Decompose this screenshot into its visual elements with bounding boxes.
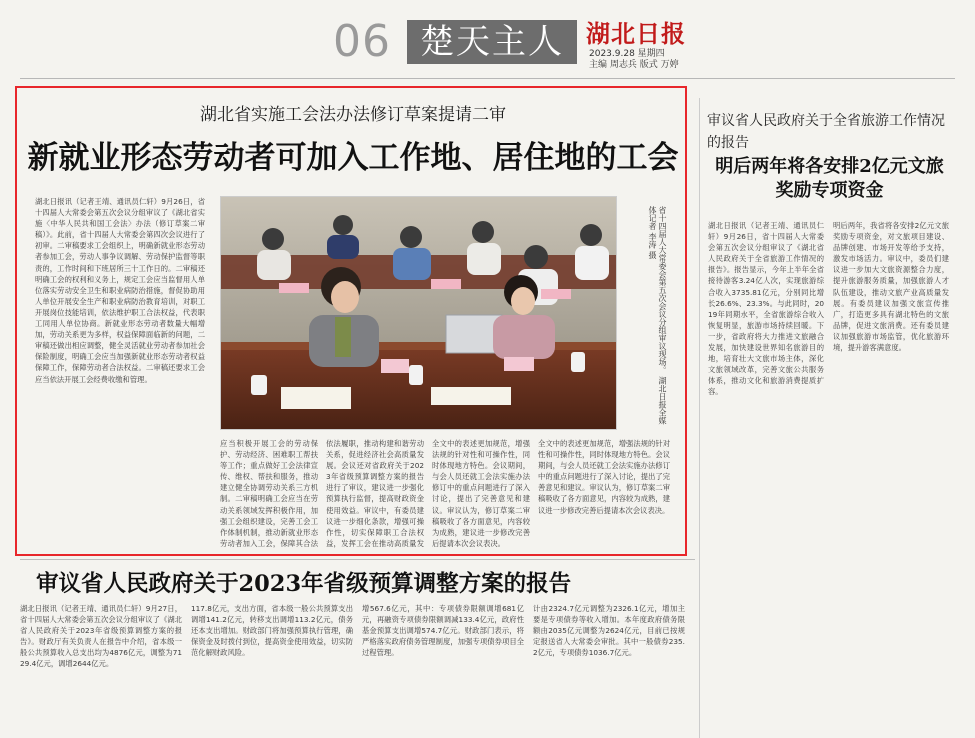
masthead [0,0,975,84]
meeting-photo [220,196,617,430]
lead-kicker: 湖北省实施工会法办法修订草案提请二审 [200,105,506,125]
masthead-rule [20,78,955,79]
issue-date: 2023.9.28 星期四 [589,49,665,59]
side-body-col1: 湖北日报讯（记者王靖、通讯员仁轩）9月26日，省十四届人大常委会第五次会议分组审议了《湖北省人民政府关于全省旅游工作情况的报告》。报告显示，今年上半年全省接待游客3.24亿人次，实现旅游综合收入3735.81亿元，分别同比增长26.6%、23.3%。与此同时，2019年同期水平，全省旅游综合收入恢复明显，旅游市场持续回暖。下一步，省政府将大力推进文旅融合发展，加快建设世界知名旅游目的地，培育壮大文旅市场主体，深化文旅领域改革，完善文旅公共服务体系，推动文化和旅游消费提质扩容。 [708,221,824,397]
lead-body-col5: 全文中的表述更加规范，增强法规的针对性和可操作性，同时体现地方特色。会议期间，与会人员还就工会法实施办法修订中的重点问题进行了深入讨论，提出了完善意见和建议。审议认为，修订草案二审稿吸收了各方面意见，内容较为成熟，建议进一步修改完善后提请本次会议表决。 [538,439,670,515]
photo-caption-block [627,206,667,426]
budget-body-col3: 增567.6亿元，其中：专项债券限额调增681亿元，再融资专项债券限额调减133.4亿元，政府性基金预算支出调增574.7亿元。财政部门表示，将严格落实政府债务管理制度，加强专项债券项目全过程管理。 [362,604,524,658]
side-kicker: 审议省人民政府关于全省旅游工作情况的报告 [707,113,945,151]
lead-headline: 新就业形态劳动者可加入工作地、居住地的工会 [27,140,679,176]
lead-body-col1: 湖北日报讯（记者王靖、通讯员仁轩）9月26日，省十四届人大常委会第五次会议分组审议了《湖北省实施〈中华人民共和国工会法〉办法（修订草案二审稿）》。此前，省十四届人大常委会第四次会议进行了初审。二审稿要求工会组织上，明确新就业形态劳动者参加工会，劳动人事争议调解、劳动保护监督等职责的，工作时间和下班居所三十工作日的。二审稿还明确工会的权利和义务上，规定工会应当监督用人单位落实劳动安全卫生和职业病防治措施，督促协助用人单位开展安全生产和职业病防治教育培训，对职工开展岗位技能培训，依法维护职工合法权益，代表职工同用人单位协商。新就业形态劳动者数量大幅增加，劳动关系更为多样，权益保障面临新的问题，二审稿还做出相应调整，健全灵活就业劳动者参加社会保险制度，明确工会应当加强新就业形态劳动者权益保障工作，保障劳动者合法权益。二审稿还要求工会应当依法开展工会经费收缴和管理。 [35,197,205,384]
budget-headline: 审议省人民政府关于2023年省级预算调整方案的报告 [36,571,572,597]
budget-body-col1: 湖北日报讯（记者王靖、通讯员仁轩）9月27日，省十四届人大常委会第五次会议分组审议了《湖北省人民政府关于2023年省级预算调整方案的报告》。财政厅有关负责人在报告中介绍，省本级一般公共预算收入总支出均为4876亿元，调整为7129.4亿元，调增2644亿元。 [20,604,182,669]
budget-body-col4: 计由2324.7亿元调整为2326.1亿元，增加主要是专项债券等收入增加。本年度政府债务限额由2035亿元调整为2624亿元，目前已按规定报送省人大常委会审批。其中一般债券235.2亿元，专项债券1036.7亿元。 [533,604,685,658]
section-title: 楚天主人 [407,20,577,64]
page-number: 06 [333,16,391,67]
lead-article[interactable] [15,86,687,556]
editors-line: 主编 周志兵 版式 万婷 [589,60,679,70]
side-headline: 明后两年将各安排2亿元文旅奖励专项资金 [715,156,944,201]
paper-logo: 湖北日报 [586,19,686,48]
side-body-col2: 明后两年，我省将各安排2亿元文旅奖励专项资金，对文旅项目建设、品牌创建、市场开发等给予支持，激发市场活力。审议中，委员们建议进一步加大文旅资源整合力度，提升旅游服务质量，加强旅游人才队伍建设，推动文旅产业高质量发展。有委员建议加强文旅宣传推广，打造更多具有湖北特色的文旅品牌，促进文旅消费。还有委员建议加强旅游市场监管，优化旅游环境，提升游客满意度。 [833,221,949,353]
meeting-photo-image [221,197,616,429]
photo-caption: 省十四届人大常委会第五次会议分组审议现场。 湖北日报全媒体记者 李涛 摄 [648,206,667,425]
side-article[interactable] [699,98,958,738]
section-divider [20,559,695,560]
lead-body-col4: 全文中的表述更加规范，增强法规的针对性和可操作性，同时体现地方特色。会议期间，与会人员还就工会法实施办法修订中的重点问题进行了深入讨论，提出了完善意见和建议。审议认为，修订草案二审稿吸收了各方面意见，内容较为成熟，建议进一步修改完善后提请本次会议表决。 [432,439,530,548]
budget-body-col2: 117.8亿元，支出方面，省本级一般公共预算支出调增141.2亿元，转移支出调增113.2亿元，债务还本支出增加。财政部门将加强预算执行管理，确保资金及时拨付到位，提高资金使用效益，切实防范化解财政风险。 [191,604,353,658]
lead-body-col2: 应当积极开展工会的劳动保护、劳动经济、困难职工帮扶等工作；重点做好工会法律宣传、维权、帮扶和服务，推动建立健全协调劳动关系三方机制。二审稿明确工会应当在劳动关系领域发挥积极作用，加强工会组织建设，完善工会工作体制机制，推动新就业形态劳动者加入工会，保障其合法 [220,439,318,548]
lead-body-col3: 依法履职，推动构建和谐劳动关系，促进经济社会高质量发展。会议还对省政府关于2023年省级预算调整方案的报告进行了审议，建议进一步强化预算执行监督，提高财政资金使用效益。审议中，有委员建议进一步细化条款，增强可操作性，切实保障职工合法权益，发挥工会在推动高质量发 [326,439,424,548]
